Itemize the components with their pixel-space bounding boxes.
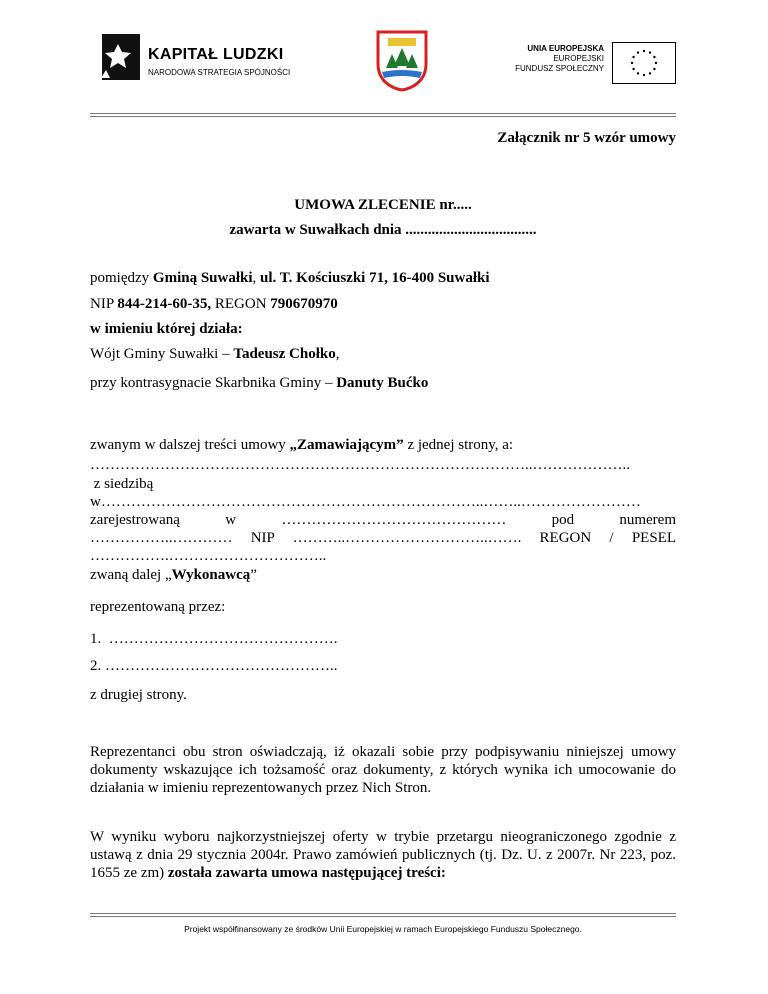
- contractor-pre: zwaną dalej „: [90, 567, 172, 583]
- nip-value: 844-214-60-35,: [117, 296, 212, 312]
- registered-line: zarejestrowaną w ……………………………………… pod numerem: [90, 512, 676, 528]
- parties-between: [90, 269, 676, 287]
- eu-flag: [612, 42, 676, 84]
- footer-text: Projekt współfinansowany ze środków Unii Europejskiej w ramach Europejskiego Funduszu Społecznego.: [184, 924, 582, 934]
- contractor-post: ”: [250, 567, 257, 583]
- nip-regon-line: ……………..………… NIP ………..………………………..……. REGON / PESEL: [90, 530, 676, 546]
- annex-label: Załącznik nr 5 wzór umowy: [497, 130, 676, 146]
- wojt-line: [90, 345, 676, 363]
- contractor-name: Wykonawcą: [171, 567, 251, 583]
- representative-1: 1. ……………………………………….: [90, 631, 338, 647]
- kapital-ludzki-emblem-icon: [96, 30, 146, 86]
- between-mid: ,: [252, 270, 261, 286]
- representative-2: 2. ………………………………………..: [90, 658, 338, 674]
- contract-title: UMOWA ZLECENIE nr.....: [294, 197, 472, 213]
- kl-subtitle: NARODOWA STRATEGIA SPÓJNOŚCI: [148, 68, 291, 77]
- eu-line3: FUNDUSZ SPOŁECZNY: [515, 64, 604, 73]
- between-address: ul. T. Kościuszki 71, 16-400 Suwałki: [260, 270, 490, 286]
- called-pre: zwanym w dalszej treści umowy: [90, 437, 290, 453]
- skarbnik-line: [90, 374, 676, 392]
- tender-text: W wyniku wyboru najkorzystniejszej oferty w trybie przetargu nieograniczonego zgodnie z ustawą z dnia 29 stycznia 2004r. Prawo zamówień publicznych (tj. Dz. U. z 2007r. Nr 223, poz. 1655 ze zm): [90, 829, 676, 881]
- nip-regon: [90, 295, 676, 313]
- contractor-line: [90, 566, 676, 584]
- dots2-pre: w: [90, 494, 101, 510]
- header-rule-2: [90, 116, 676, 117]
- gmina-coat-of-arms: [374, 28, 430, 92]
- called-post: z jednej strony, a:: [403, 437, 514, 453]
- coat-of-arms-icon: [374, 28, 430, 92]
- eu-line2: EUROPEJSKI: [553, 54, 604, 63]
- footer-rule-2: [90, 916, 676, 917]
- eu-text-block: [500, 44, 604, 74]
- eu-stars-icon: [613, 43, 675, 83]
- skarbnik-name: Danuty Bućko: [336, 375, 429, 391]
- regon-pre: REGON: [211, 296, 271, 312]
- other-side: z drugiej strony.: [90, 687, 187, 703]
- dots2: …………………………………………………………………..……..……………………: [100, 494, 641, 510]
- skarbnik-pre: przy kontrasygnacie Skarbnika Gminy –: [90, 375, 337, 391]
- wojt-pre: Wójt Gminy Suwałki –: [90, 346, 234, 362]
- paragraph-identity: Reprezentanci obu stron oświadczają, iż okazali sobie przy podpisywaniu niniejszej umowy dokumenty wskazujące ich tożsamość oraz dokumenty, z których wynika ich umocowanie do działania w imieniu reprezentowanych przez Nich Stron.: [90, 744, 676, 796]
- between-party: Gminą Suwałki: [152, 270, 253, 286]
- contract-subtitle: zawarta w Suwałkach dnia ...................................: [229, 222, 537, 238]
- regon-value: 790670970: [270, 296, 338, 312]
- kl-title: KAPITAŁ LUDZKI: [148, 46, 284, 63]
- dots-line-1: ……………………………………………………………………………..………………..: [90, 457, 630, 473]
- nip-pre: NIP: [90, 296, 118, 312]
- dots-line-3: …………….…………………………..: [90, 548, 327, 564]
- called-line: [90, 436, 676, 454]
- kapital-ludzki-logo: [96, 30, 296, 90]
- represented-by: reprezentowaną przez:: [90, 599, 226, 615]
- wojt-name: Tadeusz Chołko: [233, 346, 336, 362]
- called-ordering-party: „Zamawiającym”: [289, 437, 404, 453]
- header-rule: [90, 113, 676, 114]
- eu-line1: UNIA EUROPEJSKA: [527, 44, 604, 53]
- seat-label: z siedzibą: [90, 476, 154, 492]
- on-behalf: w imieniu której działa:: [90, 321, 243, 337]
- footer-rule: [90, 913, 676, 914]
- dots-line-2: [90, 493, 676, 511]
- between-pre: pomiędzy: [90, 270, 153, 286]
- paragraph-tender: [90, 828, 676, 882]
- tender-conclusion: została zawarta umowa następującej treści:: [167, 865, 446, 881]
- wojt-post: ,: [335, 346, 340, 362]
